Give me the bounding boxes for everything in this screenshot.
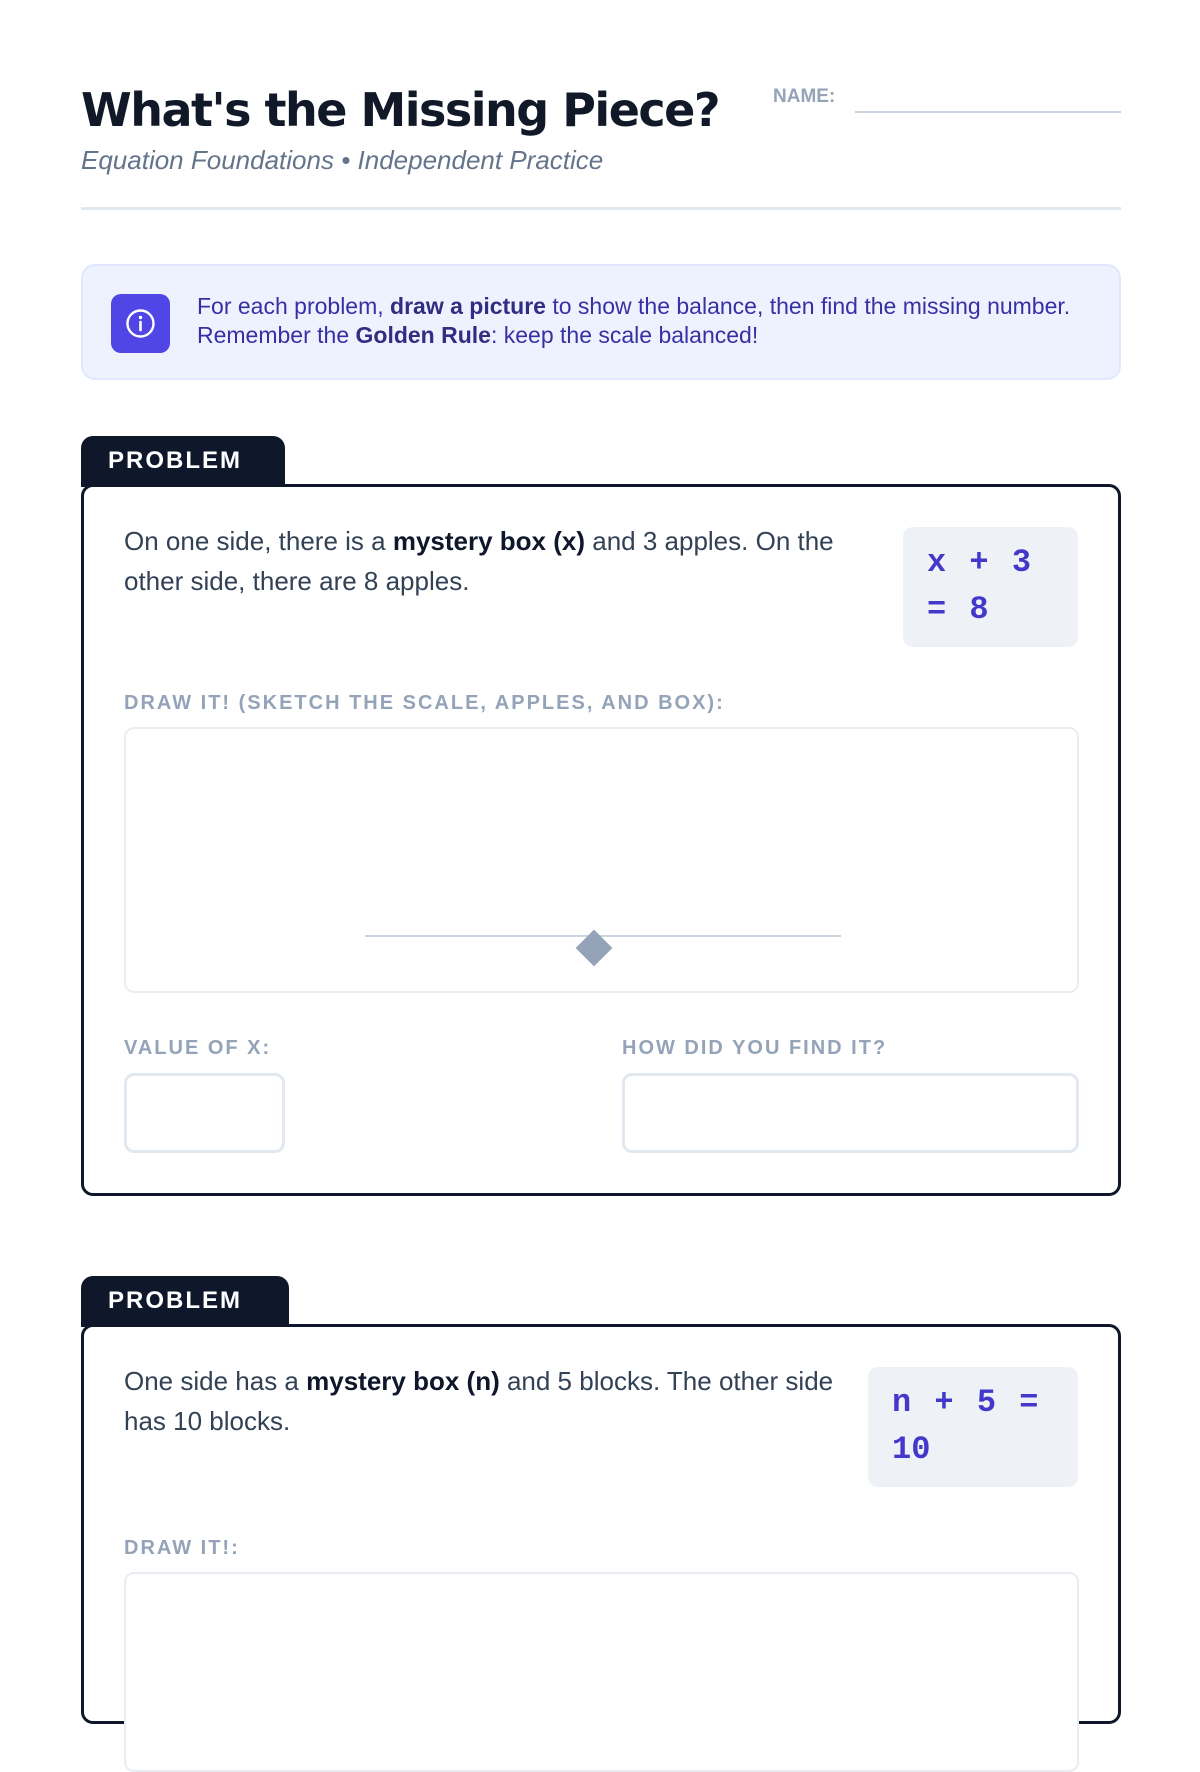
problem-1 — [81, 436, 1121, 1196]
problem-2 — [81, 1276, 1121, 1600]
problem-2-draw-label: DRAW IT!: — [124, 1537, 240, 1559]
problem-1-statement: On one side, there is a mystery box (x) and 3 apples. On the other side, there are 8 apples. — [124, 526, 834, 596]
problem-1-value-box[interactable] — [124, 1073, 285, 1153]
instructions-banner — [81, 264, 1121, 380]
name-label: NAME: — [773, 86, 836, 107]
problem-1-value-label: VALUE OF X: — [124, 1037, 272, 1059]
info-circle-icon — [111, 294, 170, 353]
name-input-line[interactable] — [855, 111, 1121, 113]
problem-2-drawing-area[interactable] — [124, 1572, 1079, 1772]
page-subtitle: Equation Foundations • Independent Practice — [81, 145, 604, 175]
page-title: What's the Missing Piece? — [81, 83, 720, 137]
problem-1-draw-label: DRAW IT! (SKETCH THE SCALE, APPLES, AND BOX): — [124, 692, 725, 714]
problem-1-tab: PROBLEM — [81, 436, 285, 487]
worksheet-header — [81, 0, 1121, 210]
problem-2-tab: PROBLEM — [81, 1276, 289, 1327]
balance-beam — [365, 935, 841, 937]
problem-1-method-label: HOW DID YOU FIND IT? — [622, 1037, 888, 1059]
problem-1-card — [81, 484, 1121, 1196]
problem-1-method-box[interactable] — [622, 1073, 1079, 1153]
problem-1-equation: x + 3 = 8 — [903, 527, 1078, 647]
problem-2-statement: One side has a mystery box (n) and 5 blocks. The other side has 10 blocks. — [124, 1366, 834, 1436]
worksheet-page — [81, 0, 1121, 1559]
problem-1-drawing-area[interactable] — [124, 727, 1079, 993]
problem-2-equation: n + 5 = 10 — [868, 1367, 1078, 1487]
instructions-text: For each problem, draw a picture to show the balance, then find the missing number. Remember the Golden Rule: keep the scale balanced! — [197, 293, 1071, 348]
problem-2-card — [81, 1324, 1121, 1724]
header-divider — [81, 207, 1121, 210]
